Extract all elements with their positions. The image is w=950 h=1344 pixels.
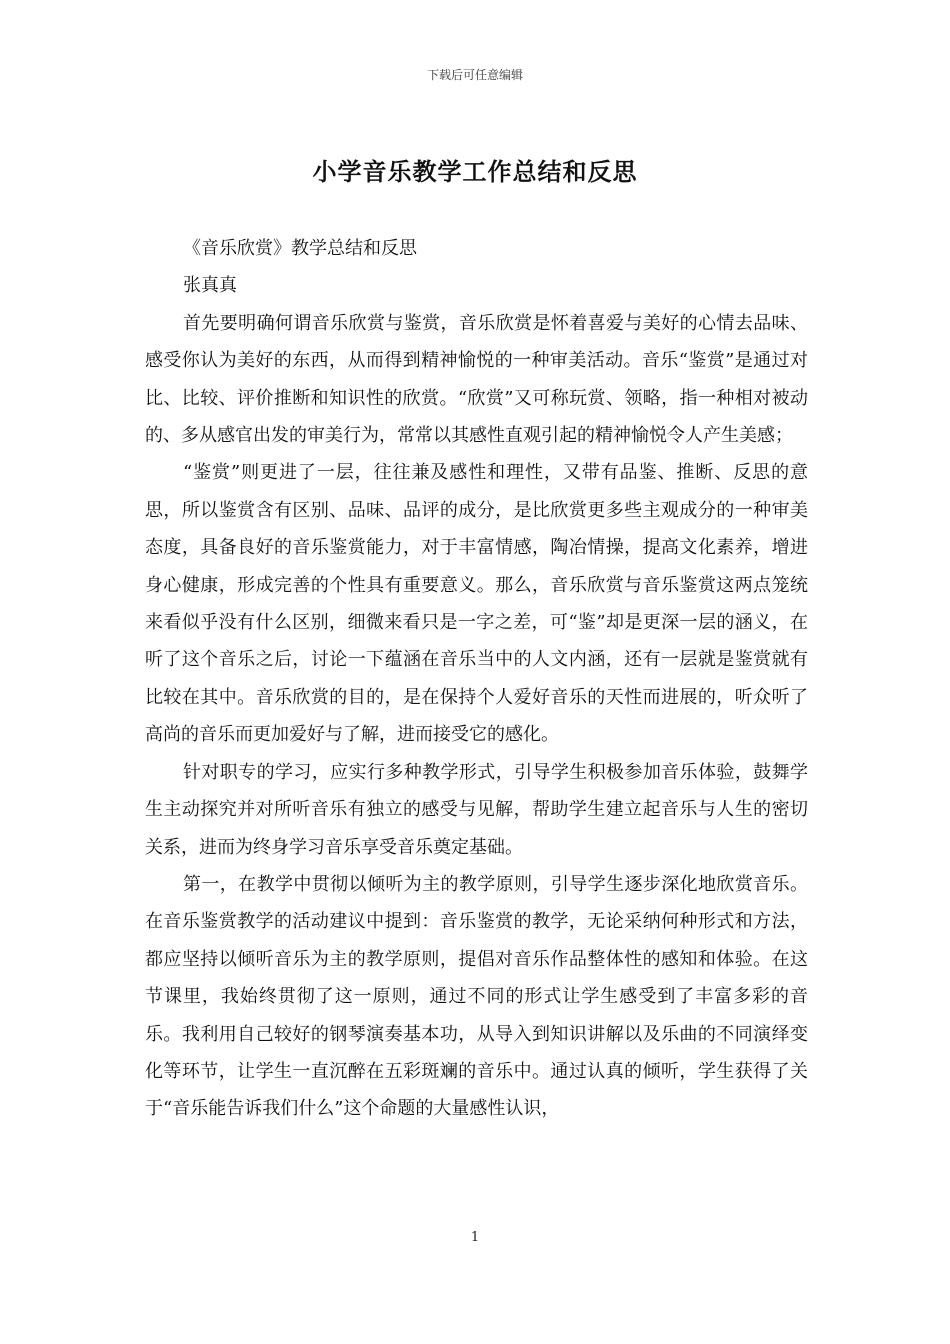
body-paragraph: 首先要明确何谓音乐欣赏与鉴赏，音乐欣赏是怀着喜爱与美好的心情去品味、感受你认为美好的东西，从而得到精神愉悦的一种审美活动。音乐“鉴赏”是通过对比、比较、评价推断和知识性的欣赏。“欣赏”又可称玩赏、领略，指一种相对被动的、多从感官出发的审美行为，常常以其感性直观引起的精神愉悦令人产生美感； — [145, 312, 808, 447]
page-number: 1 — [470, 1230, 480, 1245]
body-paragraph: 第一，在教学中贯彻以倾听为主的教学原则，引导学生逐步深化地欣赏音乐。在音乐鉴赏教学的活动建议中提到：音乐鉴赏的教学，无论采纳何种形式和方法，都应坚持以倾听音乐为主的教学原则，提倡对音乐作品整体性的感知和体验。在这节课里，我始终贯彻了这一原则，通过不同的形式让学生感受到了丰富多彩的音乐。我利用自己较好的钢琴演奏基本功，从导入到知识讲解以及乐曲的不同演绎变化等环节，让学生一直沉醉在五彩斑斓的音乐中。通过认真的倾听，学生获得了关于“音乐能告诉我们什么”这个命题的大量感性认识， — [145, 873, 808, 1120]
body-paragraph: “鉴赏”则更进了一层，往往兼及感性和理性，又带有品鉴、推断、反思的意思，所以鉴赏含有区别、品味、品评的成分，是比欣赏更多些主观成分的一种审美态度，具备良好的音乐鉴赏能力，对于丰富情感，陶冶情操，提高文化素养，增进身心健康，形成完善的个性具有重要意义。那么，音乐欣赏与音乐鉴赏这两点笼统来看似乎没有什么区别，细微来看只是一字之差，可“鉴”却是更深一层的涵义，在听了这个音乐之后，讨论一下蕴涵在音乐当中的人文内涵，还有一层就是鉴赏就有比较在其中。音乐欣赏的目的，是在保持个人爱好音乐的天性而进展的，听众听了高尚的音乐而更加爱好与了解，进而接受它的感化。 — [145, 462, 808, 746]
author-name: 张真真 — [183, 275, 237, 297]
body-paragraph: 针对职专的学习，应实行多种教学形式，引导学生积极参加音乐体验，鼓舞学生主动探究并对所听音乐有独立的感受与见解，帮助学生建立起音乐与人生的密切关系，进而为终身学习音乐享受音乐奠定基础。 — [145, 761, 808, 858]
document-title: 小学音乐教学工作总结和反思 — [312, 158, 638, 186]
page-header-note: 下载后可任意编辑 — [426, 68, 523, 82]
section-subtitle: 《音乐欣赏》教学总结和反思 — [183, 238, 417, 259]
document-body — [145, 230, 808, 1128]
